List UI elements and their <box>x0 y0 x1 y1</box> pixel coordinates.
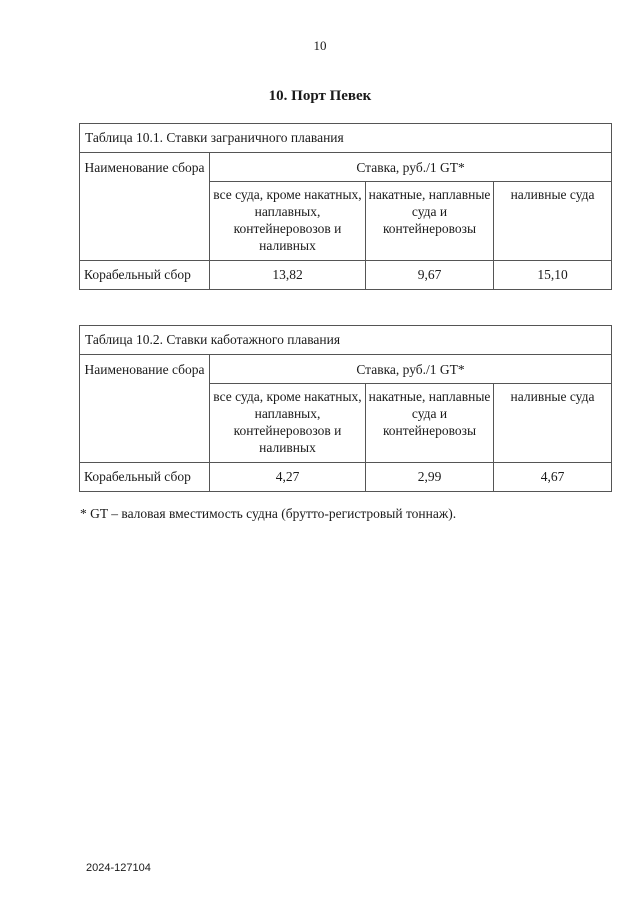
sub-header-general: все суда, кроме накатных, наплавных, контейнеровозов и наливных <box>210 384 366 463</box>
document-id: 2024-127104 <box>86 862 151 874</box>
table-caption: Таблица 10.1. Ставки заграничного плавания <box>80 124 612 153</box>
column-header-fee-name: Наименование сбора <box>80 153 210 261</box>
row-label: Корабельный сбор <box>80 463 210 492</box>
row-label: Корабельный сбор <box>80 261 210 290</box>
table-row <box>80 261 612 290</box>
rates-table-foreign <box>79 123 612 290</box>
sub-header-tankers: наливные суда <box>494 182 612 261</box>
sub-header-tankers: наливные суда <box>494 384 612 463</box>
section-title: 10. Порт Певек <box>268 88 372 104</box>
value-cell: 13,82 <box>210 261 366 290</box>
table-caption: Таблица 10.2. Ставки каботажного плавания <box>80 326 612 355</box>
sub-header-roro-container: накатные, наплавные суда и контейнеровозы <box>366 384 494 463</box>
value-cell: 2,99 <box>366 463 494 492</box>
value-cell: 15,10 <box>494 261 612 290</box>
rates-table-cabotage <box>79 325 612 492</box>
sub-header-general: все суда, кроме накатных, наплавных, контейнеровозов и наливных <box>210 182 366 261</box>
value-cell: 9,67 <box>366 261 494 290</box>
sub-header-roro-container: накатные, наплавные суда и контейнеровозы <box>366 182 494 261</box>
table-row <box>80 463 612 492</box>
page-number: 10 <box>313 38 327 53</box>
column-header-fee-name: Наименование сбора <box>80 355 210 463</box>
value-cell: 4,27 <box>210 463 366 492</box>
column-header-rate: Ставка, руб./1 GT* <box>210 355 612 384</box>
footnote: * GT – валовая вместимость судна (брутто-регистровый тоннаж). <box>80 506 457 521</box>
column-header-rate: Ставка, руб./1 GT* <box>210 153 612 182</box>
value-cell: 4,67 <box>494 463 612 492</box>
